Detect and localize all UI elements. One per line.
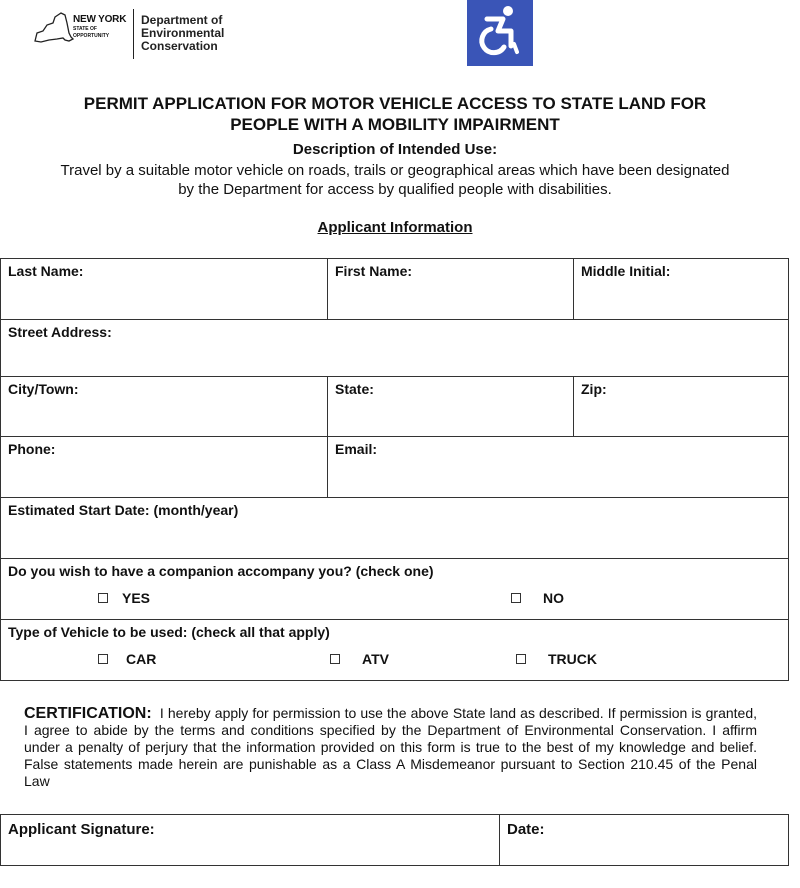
vehicle-question: Type of Vehicle to be used: (check all that apply) xyxy=(8,624,330,640)
date-label: Date: xyxy=(507,821,545,838)
name-row xyxy=(1,259,788,319)
page-header xyxy=(0,0,800,80)
signature-table xyxy=(0,814,789,866)
description-line2: by the Department for access by qualified people with disabilities. xyxy=(178,181,612,198)
car-checkbox[interactable] xyxy=(98,654,108,664)
no-checkbox[interactable] xyxy=(511,593,521,603)
applicant-signature-label: Applicant Signature: xyxy=(8,821,155,838)
street-address-field[interactable] xyxy=(1,320,788,376)
no-label: NO xyxy=(543,590,564,606)
middle-initial-label: Middle Initial: xyxy=(581,263,671,279)
nys-dec-logo xyxy=(33,9,233,61)
vehicle-row xyxy=(1,619,788,680)
atv-checkbox[interactable] xyxy=(330,654,340,664)
vehicle-atv-option[interactable] xyxy=(330,651,389,667)
wheelchair-icon xyxy=(467,0,533,66)
zip-field[interactable] xyxy=(573,377,788,436)
dec-name xyxy=(141,14,224,53)
email-field[interactable] xyxy=(327,437,788,497)
companion-question-cell xyxy=(1,559,788,619)
vehicle-truck-option[interactable] xyxy=(516,651,597,667)
companion-no-option[interactable] xyxy=(511,590,564,606)
description-text xyxy=(20,161,770,199)
description-label: Description of Intended Use: xyxy=(292,141,498,158)
email-label: Email: xyxy=(335,441,378,457)
phone-label: Phone: xyxy=(8,441,56,457)
last-name-field[interactable] xyxy=(1,259,327,319)
city-town-label: City/Town: xyxy=(8,381,79,397)
start-date-row xyxy=(1,497,788,558)
certification-paragraph xyxy=(24,705,757,790)
vehicle-car-option[interactable] xyxy=(98,651,156,667)
applicant-info-heading: Applicant Information xyxy=(317,219,473,236)
certification-text: I hereby apply for permission to use the above State land as described. If permission is granted, I agree to abide by the terms and conditions specified by the Department of Environmental Conservation. I affirm under a penalty of perjury that the information provided on this form is true to the best of my knowledge and belief. False statements made herein are punishable as a Class A Misdemeanor pursuant to Section 210.45 of the Penal Law xyxy=(24,705,757,789)
dec-name-line2: Environmental xyxy=(141,26,225,40)
start-date-field[interactable] xyxy=(1,498,788,558)
page-title xyxy=(20,93,770,135)
dec-name-line1: Department of xyxy=(141,13,223,27)
title-line2: PEOPLE WITH A MOBILITY IMPAIRMENT xyxy=(230,115,560,134)
dec-name-line3: Conservation xyxy=(141,39,218,53)
state-label: State: xyxy=(335,381,374,397)
last-name-label: Last Name: xyxy=(8,263,84,279)
state-field[interactable] xyxy=(327,377,573,436)
middle-initial-field[interactable] xyxy=(573,259,788,319)
applicant-signature-field[interactable] xyxy=(1,815,500,865)
address-row xyxy=(1,319,788,376)
truck-checkbox[interactable] xyxy=(516,654,526,664)
city-town-field[interactable] xyxy=(1,377,327,436)
date-field[interactable] xyxy=(500,815,788,865)
companion-question: Do you wish to have a companion accompany you? (check one) xyxy=(8,563,434,579)
new-york-state-outline-icon xyxy=(33,11,75,45)
first-name-label: First Name: xyxy=(335,263,413,279)
first-name-field[interactable] xyxy=(327,259,573,319)
car-label: CAR xyxy=(126,651,157,667)
street-address-label: Street Address: xyxy=(8,324,112,340)
title-line1: PERMIT APPLICATION FOR MOTOR VEHICLE ACCESS TO STATE LAND FOR xyxy=(83,94,707,113)
ny-logo-line3: OPPORTUNITY xyxy=(73,33,110,39)
yes-checkbox[interactable] xyxy=(98,593,108,603)
description-line1: Travel by a suitable motor vehicle on roads, trails or geographical areas which have been designated xyxy=(60,162,730,179)
yes-label: YES xyxy=(122,590,151,606)
ny-logo-line1: NEW YORK xyxy=(73,14,127,25)
ny-logo-text xyxy=(73,15,126,39)
contact-row xyxy=(1,436,788,497)
ny-logo-line2: STATE OF xyxy=(73,26,97,32)
truck-label: TRUCK xyxy=(548,651,597,667)
applicant-form-table xyxy=(0,258,789,681)
start-date-label: Estimated Start Date: (month/year) xyxy=(8,502,239,518)
city-row xyxy=(1,376,788,436)
phone-field[interactable] xyxy=(1,437,327,497)
certification-heading: CERTIFICATION: xyxy=(24,705,152,722)
companion-yes-option[interactable] xyxy=(98,590,150,606)
vehicle-question-cell xyxy=(1,620,788,680)
companion-row xyxy=(1,558,788,619)
logo-divider xyxy=(133,9,134,59)
zip-label: Zip: xyxy=(581,381,607,397)
atv-label: ATV xyxy=(362,651,389,667)
